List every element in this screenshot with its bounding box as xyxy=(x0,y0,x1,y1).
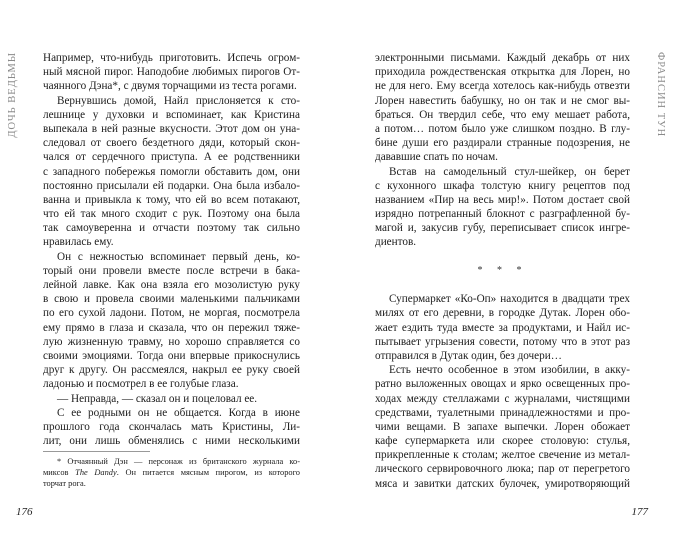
text-line: ему прямо в глаза и сказала, что он пережил тяже- xyxy=(43,321,300,334)
text-line: чаянного Дэна*, с двумя торчащими из теста рогами. xyxy=(43,80,297,93)
text-line: с западного побережья помогли обставить дом, они xyxy=(43,165,300,178)
footnote xyxy=(43,456,300,489)
footnote-divider xyxy=(43,451,150,452)
right-body-text xyxy=(375,51,630,491)
text-before-break xyxy=(375,51,630,250)
text-line: Например, что-нибудь приготовить. Испечь огром- xyxy=(43,52,300,64)
text-line: своими эмоциями. Тогда они впервые прикоснулись xyxy=(43,349,300,362)
text-line: электронными письмами. Каждый декабрь от них xyxy=(375,52,630,64)
text-line: ратно выложенных овощах и ярко освещенных про- xyxy=(375,378,630,391)
text-line: лит, они лишь обменялись с ними несколькими xyxy=(43,435,300,448)
text-line: следовал от своего бездетного дяди, который скон- xyxy=(43,137,300,150)
text-line: приходила рождественская открытка для Лорен, но xyxy=(375,66,630,79)
footnote-magazine-title: The Dandy xyxy=(75,468,117,477)
text-line: ладонью и посмотрел в ее голубые глаза. xyxy=(43,378,239,391)
footnote-line: * Отчаянный Дэн — персонаж из британского журнала ко- xyxy=(57,457,300,466)
text-line: Лорен навестить бабушку, но он так и не смог вы- xyxy=(375,94,630,107)
text-line: в свою и провела своими маленькими пальчиками xyxy=(43,293,300,306)
text-line: что ей так много сходит с рук. Поэтому она была xyxy=(43,208,300,221)
text-line: бине души его раздирали странные подозрения, не xyxy=(375,137,630,150)
text-line: изрядно потрепанный блокнот с разграфленной бу- xyxy=(375,208,630,221)
running-head-author: ФРАНСИН ТУН xyxy=(655,52,666,138)
text-line: кафе супермаркета или скорее столовую: стулья, xyxy=(375,435,630,448)
text-line: Встав на самодельный стул-шейкер, он берет xyxy=(389,165,630,178)
text-line: ный мясной пирог. Наподобие любимых пирогов От- xyxy=(43,66,300,79)
text-line: средствами, туалетными принадлежностями и про- xyxy=(375,406,630,419)
footnote-text: . Он питается мясным пирогом, из которого xyxy=(116,468,300,477)
text-line: магой и, закусив губу, переписывает список ингре- xyxy=(375,222,630,235)
text-line: ванна и привыкла к тому, что ей во всем потакают, xyxy=(43,193,300,206)
text-line: нравилась ему. xyxy=(43,236,114,249)
text-line: прошлого года скончалась мать Кристины, Ли- xyxy=(43,420,300,433)
text-line: выпекала в ней разные вкусности. Этот дом он уна- xyxy=(43,122,300,135)
running-head-book-title: ДОЧЬ ВЕДЬМЫ xyxy=(7,52,18,138)
text-line: ходах между стеллажами с журналами, чистящими xyxy=(375,392,630,405)
text-line: милях от его деревни, в городке Дутак. Лорен обо- xyxy=(375,307,630,320)
footnote-line xyxy=(43,467,300,478)
text-line: торый они провели вместе после встречи в бака- xyxy=(43,264,300,277)
text-line: лического сервировочного люка; пар от перегретого xyxy=(375,463,630,476)
text-line: прикрепленные к столам; желтое свечение из метал- xyxy=(375,449,630,462)
page-number-right: 177 xyxy=(631,506,648,518)
text-line: с кухонного шкафа толстую книгу рецептов под xyxy=(375,179,630,192)
text-line: Супермаркет «Ко-Оп» находится в двадцати трех xyxy=(389,293,630,306)
text-line: названием «Пир на весь мир!». Потом достает свой xyxy=(375,193,630,206)
text-line: — Неправда, — сказал он и поцеловал ее. xyxy=(57,392,258,405)
text-line: по его сухой ладони. Потом, не моргая, посмотрела xyxy=(43,307,300,320)
text-line: лейной лавке. Как она взяла его мозолистую руку xyxy=(43,279,300,291)
text-line: С ее родными он не общается. Когда в июне xyxy=(57,406,300,419)
text-line: Вернувшись домой, Найл прислоняется к сто- xyxy=(57,94,300,107)
text-line: жает ездить туда вместе за продуктами, и Найл ис- xyxy=(375,321,630,334)
text-line: не для него. Ему всегда хотелось как-нибудь отвезти xyxy=(375,80,630,93)
page-number-left: 176 xyxy=(16,506,33,518)
text-line: лешнице у духовки и вспоминает, как Кристина xyxy=(43,108,300,121)
left-body-text xyxy=(43,51,300,448)
text-line: а потом… потом было уже слишком поздно. В глу- xyxy=(375,122,630,135)
text-line: диентов. xyxy=(375,236,417,249)
text-line: постоянно присылали ей подарки. Она была избало- xyxy=(43,179,300,192)
text-line: Есть нечто особенное в этом изобилии, в акку- xyxy=(389,364,630,377)
text-line: пытывает угрызения совести, потому что в этот раз xyxy=(375,335,630,348)
text-line: мяса и завитки датских булочек, умиротворяющий xyxy=(375,477,630,490)
right-page xyxy=(337,0,674,539)
text-line: браться. Он твердил себе, что ему мешает работа, xyxy=(375,108,630,121)
text-line: так самоуверенна и отчасти поэтому так сильно xyxy=(43,222,300,235)
footnote-line: торчат рога. xyxy=(43,479,86,488)
text-line: Он с нежностью вспоминает первый день, ко- xyxy=(57,250,300,263)
text-line: чался от сердечного приступа. А ее родственники xyxy=(43,151,300,164)
text-line: друг к другу. Он рассмеялся, накрыл ее руку своей xyxy=(43,364,300,377)
text-line: лую жизненную травму, но хорошо справляется со xyxy=(43,335,300,348)
text-line: чими вещами. В запахе выпечки. Лорен обожает xyxy=(375,420,630,433)
text-line: отправился в Дутак один, без дочери… xyxy=(375,349,562,362)
text-line: дававшие спать по ночам. xyxy=(375,151,498,164)
scene-break: * * * xyxy=(477,264,528,276)
text-after-break xyxy=(375,292,630,491)
footnote-text: миксов xyxy=(43,468,76,477)
